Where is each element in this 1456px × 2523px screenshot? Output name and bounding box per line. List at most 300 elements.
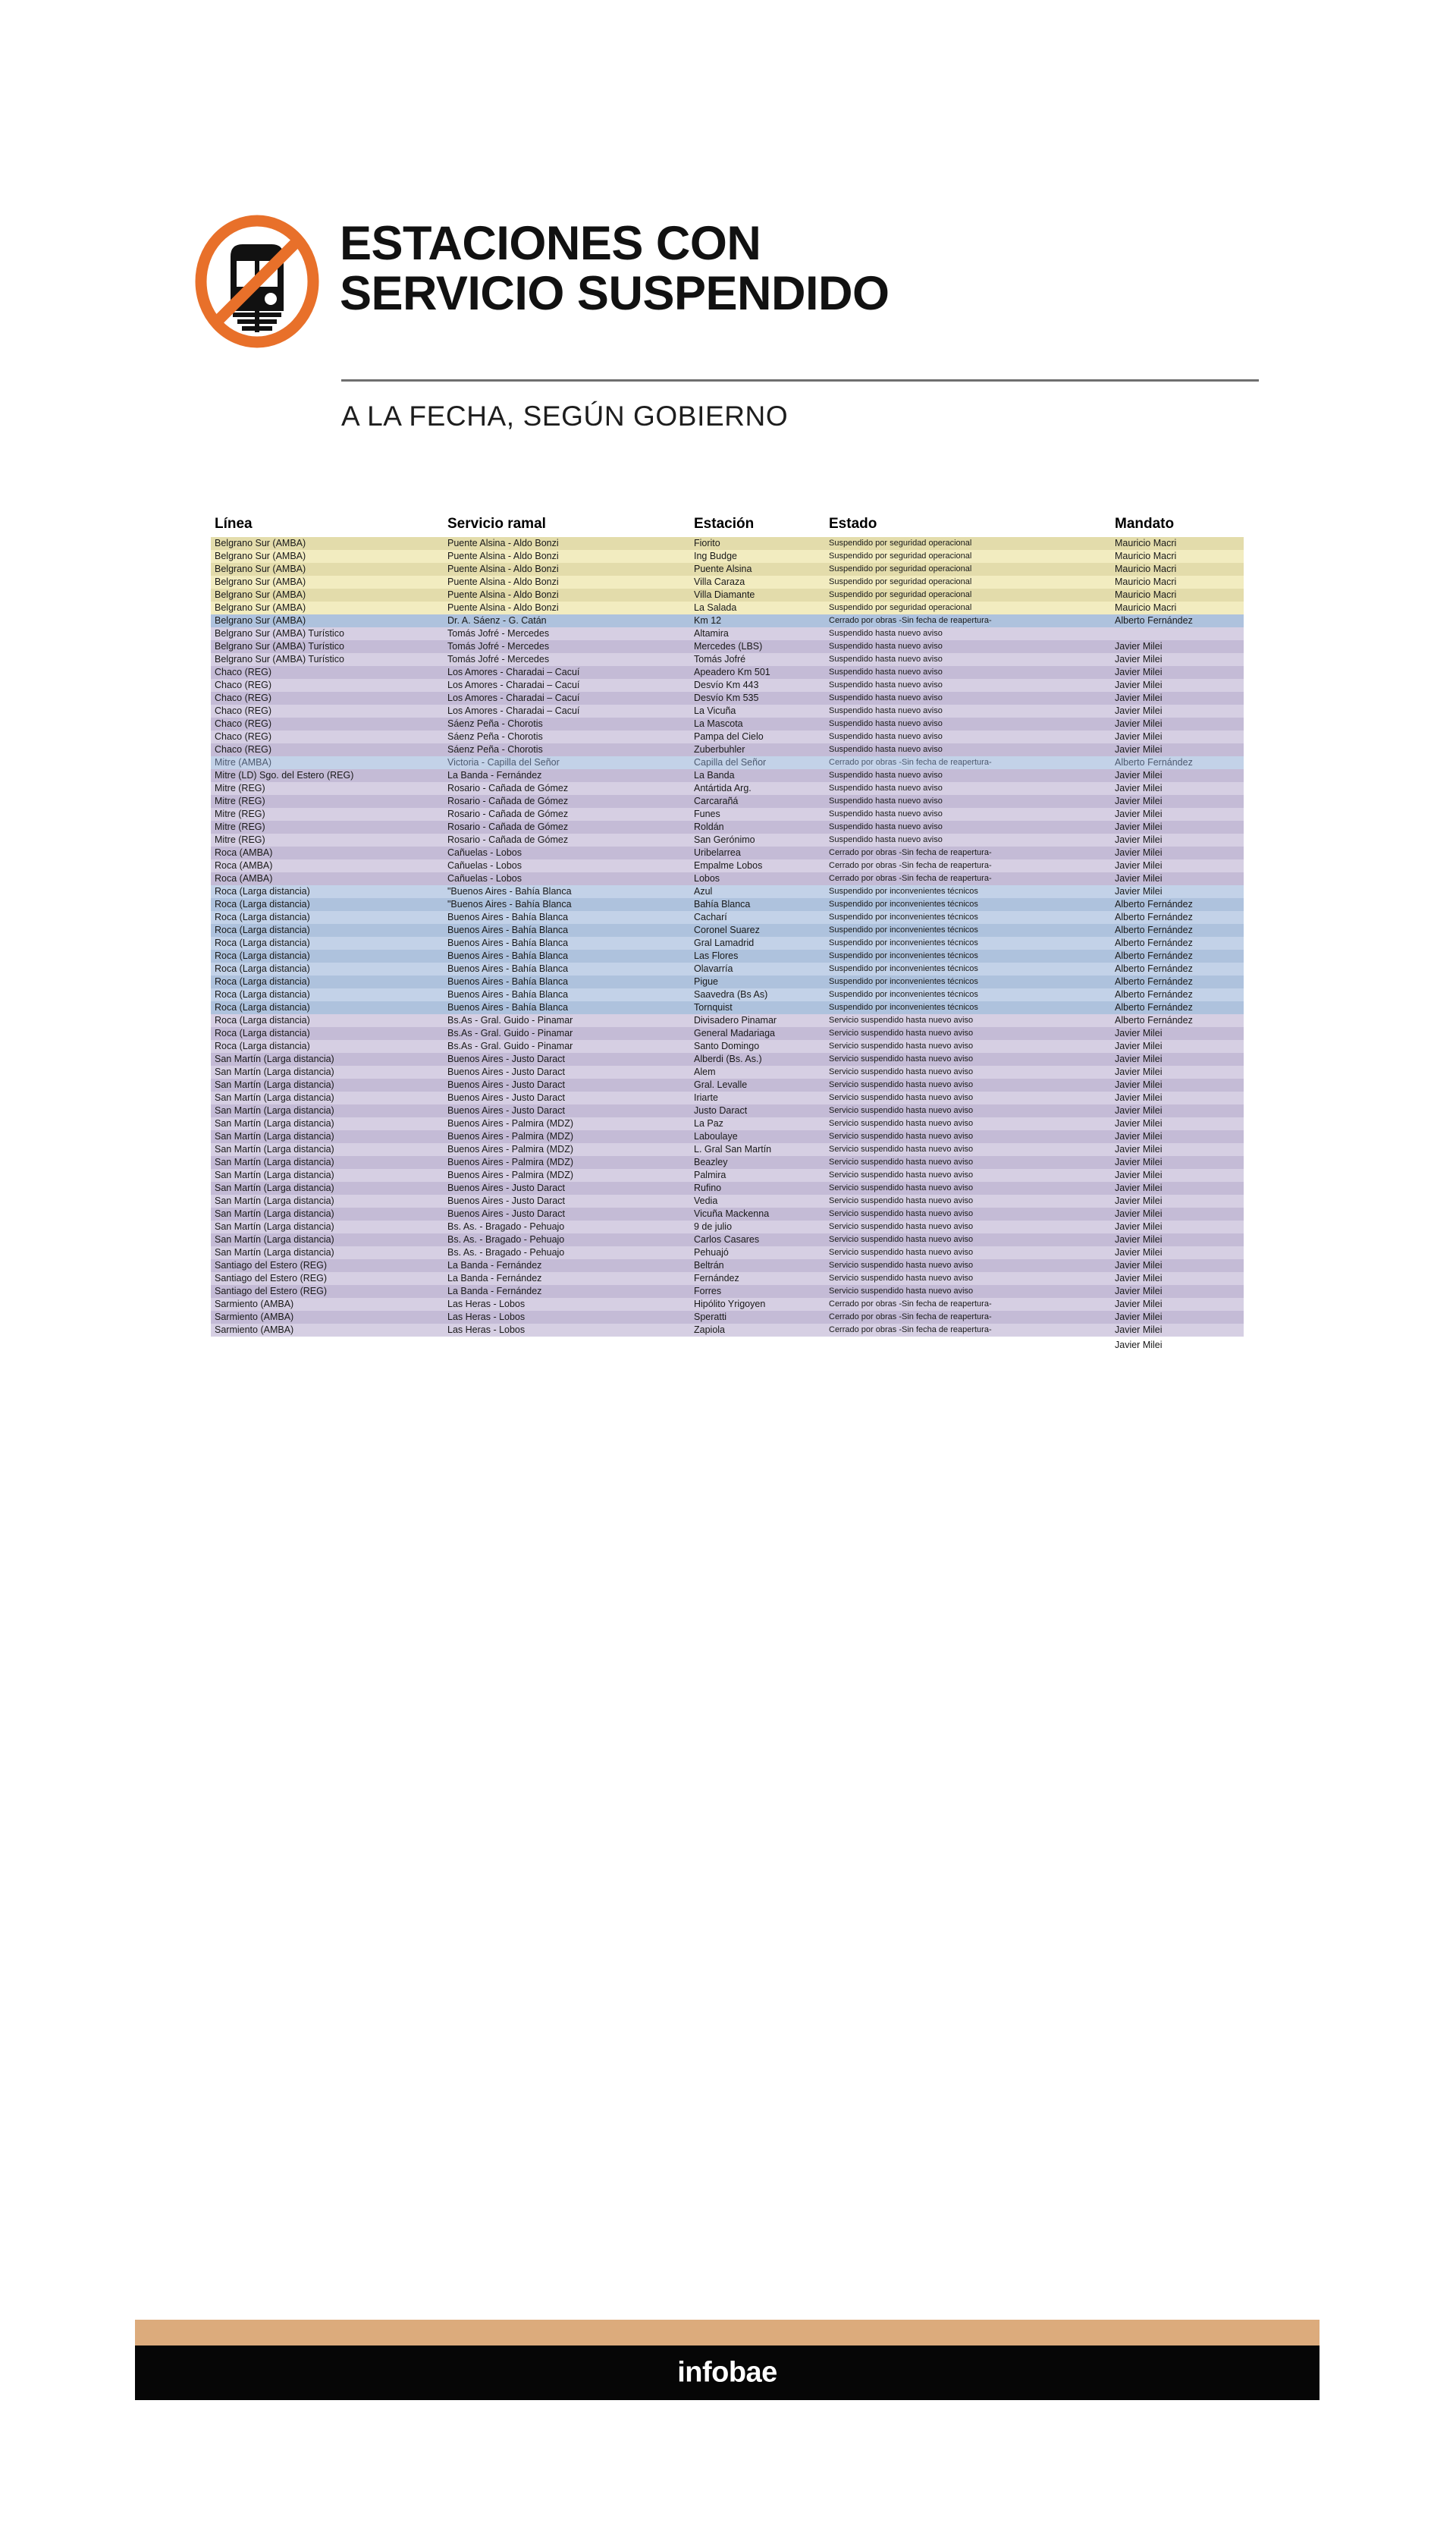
table-row: [211, 1285, 1244, 1298]
cell-estado: Servicio suspendido hasta nuevo aviso: [829, 1209, 974, 1218]
cell-linea: Sarmiento (AMBA): [215, 1299, 294, 1309]
cell-estacion: Alberdi (Bs. As.): [694, 1054, 762, 1064]
table-row: [211, 666, 1244, 679]
cell-estado: Servicio suspendido hasta nuevo aviso: [829, 1248, 974, 1257]
table-row: [211, 950, 1244, 963]
cell-mandato: Alberto Fernández: [1115, 899, 1193, 910]
cell-estado: Suspendido por seguridad operacional: [829, 551, 972, 561]
cell-ramal: Rosario - Cañada de Gómez: [447, 783, 569, 793]
cell-linea: Sarmiento (AMBA): [215, 1312, 294, 1322]
table-row: [211, 1130, 1244, 1143]
table-row: [211, 847, 1244, 859]
title-line-1: ESTACIONES CON: [340, 217, 761, 270]
table-row: [211, 1233, 1244, 1246]
cell-mandato: Javier Milei: [1115, 1183, 1163, 1193]
cell-estacion: Fernández: [694, 1273, 739, 1283]
cell-estacion: Beltrán: [694, 1260, 724, 1271]
cell-estacion: Hipólito Yrigoyen: [694, 1299, 766, 1309]
column-header-ramal: Servicio ramal: [447, 516, 546, 532]
cell-estacion: Bahía Blanca: [694, 899, 751, 910]
cell-estacion: La Salada: [694, 602, 737, 613]
cell-estacion: Zapiola: [694, 1324, 725, 1335]
cell-ramal: Buenos Aires - Justo Daract: [447, 1079, 565, 1090]
table-row: [211, 1079, 1244, 1092]
table-row: [211, 756, 1244, 769]
cell-linea: Mitre (REG): [215, 809, 265, 819]
cell-mandato: Alberto Fernández: [1115, 989, 1193, 1000]
cell-estacion: Carlos Casares: [694, 1234, 760, 1245]
cell-mandato: Javier Milei: [1115, 1079, 1163, 1090]
cell-estado: Servicio suspendido hasta nuevo aviso: [829, 1287, 974, 1296]
cell-ramal: Bs. As. - Bragado - Pehuajo: [447, 1234, 565, 1245]
cell-estado: Servicio suspendido hasta nuevo aviso: [829, 1080, 974, 1089]
cell-ramal: Buenos Aires - Justo Daract: [447, 1092, 565, 1103]
cell-linea: Mitre (AMBA): [215, 757, 271, 768]
cell-ramal: Bs.As - Gral. Guido - Pinamar: [447, 1015, 573, 1026]
cell-ramal: Buenos Aires - Bahía Blanca: [447, 938, 569, 948]
cell-estacion: Puente Alsina: [694, 564, 752, 574]
cell-ramal: Rosario - Cañada de Gómez: [447, 796, 569, 806]
cell-linea: Roca (Larga distancia): [215, 912, 310, 922]
cell-estacion: Desvío Km 535: [694, 693, 759, 703]
cell-estacion: Capilla del Señor: [694, 757, 767, 768]
cell-linea: San Martín (Larga distancia): [215, 1234, 334, 1245]
cell-ramal: Sáenz Peña - Chorotis: [447, 731, 543, 742]
cell-estacion: Pigue: [694, 976, 718, 987]
cell-estacion: Ing Budge: [694, 551, 737, 561]
cell-estado: Suspendido hasta nuevo aviso: [829, 693, 943, 702]
cell-mandato: Alberto Fernández: [1115, 925, 1193, 935]
cell-estacion: L. Gral San Martín: [694, 1144, 772, 1155]
cell-linea: San Martín (Larga distancia): [215, 1183, 334, 1193]
cell-linea: Belgrano Sur (AMBA): [215, 589, 306, 600]
cell-mandato: Mauricio Macri: [1115, 577, 1177, 587]
cell-estado: Suspendido hasta nuevo aviso: [829, 796, 943, 806]
cell-linea: San Martín (Larga distancia): [215, 1131, 334, 1142]
cell-mandato: Javier Milei: [1115, 680, 1163, 690]
cell-linea: Roca (AMBA): [215, 847, 273, 858]
table-row: [211, 782, 1244, 795]
cell-estado: Suspendido por inconvenientes técnicos: [829, 951, 978, 960]
cell-linea: Roca (Larga distancia): [215, 976, 310, 987]
table-row: [211, 679, 1244, 692]
table-row: [211, 743, 1244, 756]
cell-estacion: Azul: [694, 886, 713, 897]
table-row: [211, 1001, 1244, 1014]
cell-mandato: Javier Milei: [1115, 1234, 1163, 1245]
cell-linea: San Martín (Larga distancia): [215, 1092, 334, 1103]
cell-ramal: Buenos Aires - Palmira (MDZ): [447, 1157, 574, 1167]
cell-mandato: Javier Milei: [1115, 783, 1163, 793]
cell-linea: Roca (AMBA): [215, 860, 273, 871]
header: [0, 0, 1456, 485]
table-row: [211, 1182, 1244, 1195]
table-row: [211, 924, 1244, 937]
column-header-linea: Línea: [215, 516, 253, 532]
trailing-mandato-note: [211, 1337, 1244, 1356]
cell-linea: Roca (Larga distancia): [215, 963, 310, 974]
cell-ramal: Buenos Aires - Palmira (MDZ): [447, 1118, 574, 1129]
title-divider: [341, 379, 1259, 382]
table-row: [211, 1156, 1244, 1169]
cell-mandato: Javier Milei: [1115, 1196, 1163, 1206]
cell-ramal: La Banda - Fernández: [447, 1273, 542, 1283]
cell-estacion: Uribelarrea: [694, 847, 741, 858]
cell-estacion: Km 12: [694, 615, 722, 626]
cell-estado: Servicio suspendido hasta nuevo aviso: [829, 1145, 974, 1154]
cell-ramal: Buenos Aires - Bahía Blanca: [447, 976, 569, 987]
cell-ramal: Puente Alsina - Aldo Bonzi: [447, 589, 559, 600]
cell-ramal: Buenos Aires - Justo Daract: [447, 1183, 565, 1193]
cell-estado: Suspendido hasta nuevo aviso: [829, 655, 943, 664]
cell-linea: Belgrano Sur (AMBA): [215, 538, 306, 548]
column-header-mandato: Mandato: [1115, 516, 1175, 532]
cell-estado: Servicio suspendido hasta nuevo aviso: [829, 1119, 974, 1128]
cell-ramal: Los Amores - Charadai – Cacuí: [447, 680, 580, 690]
table-row: [211, 563, 1244, 576]
table-body: [211, 537, 1244, 1337]
cell-ramal: "Buenos Aires - Bahía Blanca: [447, 886, 572, 897]
cell-ramal: Bs.As - Gral. Guido - Pinamar: [447, 1028, 573, 1038]
cell-estado: Cerrado por obras -Sin fecha de reapertura-: [829, 616, 992, 625]
cell-ramal: Buenos Aires - Bahía Blanca: [447, 925, 569, 935]
table-row: [211, 769, 1244, 782]
table-row: [211, 1014, 1244, 1027]
cell-linea: Mitre (REG): [215, 796, 265, 806]
cell-estado: Cerrado por obras -Sin fecha de reapertura-: [829, 861, 992, 870]
table-row: [211, 1104, 1244, 1117]
cell-estacion: 9 de julio: [694, 1221, 733, 1232]
cell-estacion: Pampa del Cielo: [694, 731, 764, 742]
cell-estacion: Carcarañá: [694, 796, 739, 806]
cell-linea: Chaco (REG): [215, 744, 272, 755]
cell-mandato: Javier Milei: [1115, 744, 1163, 755]
table-row: [211, 537, 1244, 550]
cell-estado: Cerrado por obras -Sin fecha de reapertura-: [829, 874, 992, 883]
page-title: [340, 218, 1250, 319]
cell-estacion: Coronel Suarez: [694, 925, 760, 935]
cell-mandato: Javier Milei: [1115, 1105, 1163, 1116]
cell-estado: Cerrado por obras -Sin fecha de reapertura-: [829, 1325, 992, 1334]
cell-ramal: Buenos Aires - Justo Daract: [447, 1208, 565, 1219]
cell-ramal: Sáenz Peña - Chorotis: [447, 718, 543, 729]
cell-mandato: Javier Milei: [1115, 1312, 1163, 1322]
cell-estacion: Cacharí: [694, 912, 727, 922]
cell-ramal: Puente Alsina - Aldo Bonzi: [447, 577, 559, 587]
table-row: [211, 1117, 1244, 1130]
cell-estado: Servicio suspendido hasta nuevo aviso: [829, 1274, 974, 1283]
cell-linea: San Martín (Larga distancia): [215, 1118, 334, 1129]
cell-mandato: Javier Milei: [1115, 886, 1163, 897]
cell-estado: Suspendido hasta nuevo aviso: [829, 809, 943, 818]
cell-estado: Servicio suspendido hasta nuevo aviso: [829, 1067, 974, 1076]
cell-estacion: Lobos: [694, 873, 720, 884]
cell-linea: Mitre (LD) Sgo. del Estero (REG): [215, 770, 354, 781]
cell-mandato: Javier Milei: [1115, 1170, 1163, 1180]
cell-estado: Servicio suspendido hasta nuevo aviso: [829, 1016, 974, 1025]
cell-mandato: [1115, 627, 1244, 640]
table-row: [211, 1027, 1244, 1040]
cell-ramal: Cañuelas - Lobos: [447, 860, 522, 871]
cell-mandato: Javier Milei: [1115, 1131, 1163, 1142]
cell-mandato: Alberto Fernández: [1115, 938, 1193, 948]
table-row: [211, 859, 1244, 872]
cell-estado: Suspendido hasta nuevo aviso: [829, 668, 943, 677]
cell-linea: Roca (Larga distancia): [215, 1041, 310, 1051]
cell-linea: San Martín (Larga distancia): [215, 1221, 334, 1232]
table-row: [211, 1053, 1244, 1066]
cell-ramal: Bs. As. - Bragado - Pehuajo: [447, 1247, 565, 1258]
cell-estado: Servicio suspendido hasta nuevo aviso: [829, 1196, 974, 1205]
table-row: [211, 1221, 1244, 1233]
cell-estado: Suspendido por inconvenientes técnicos: [829, 964, 978, 973]
cell-linea: Chaco (REG): [215, 667, 272, 677]
cell-linea: Santiago del Estero (REG): [215, 1273, 327, 1283]
cell-estado: Suspendido por seguridad operacional: [829, 590, 972, 599]
cell-linea: Roca (Larga distancia): [215, 950, 310, 961]
cell-estacion: Villa Caraza: [694, 577, 745, 587]
cell-mandato: Javier Milei: [1115, 1273, 1163, 1283]
cell-estacion: Desvío Km 443: [694, 680, 759, 690]
cell-mandato: Javier Milei: [1115, 796, 1163, 806]
table-row: [211, 963, 1244, 976]
cell-linea: San Martín (Larga distancia): [215, 1054, 334, 1064]
cell-ramal: Las Heras - Lobos: [447, 1299, 526, 1309]
table-row: [211, 718, 1244, 731]
cell-mandato: Mauricio Macri: [1115, 589, 1177, 600]
cell-ramal: Rosario - Cañada de Gómez: [447, 834, 569, 845]
cell-estacion: Gral. Levalle: [694, 1079, 748, 1090]
cell-estado: Cerrado por obras -Sin fecha de reapertura-: [829, 1312, 992, 1321]
cell-estacion: Pehuajó: [694, 1247, 729, 1258]
cell-estado: Suspendido hasta nuevo aviso: [829, 771, 943, 780]
table-row: [211, 731, 1244, 743]
cell-ramal: La Banda - Fernández: [447, 1286, 542, 1296]
cell-linea: Roca (Larga distancia): [215, 1028, 310, 1038]
cell-ramal: Buenos Aires - Palmira (MDZ): [447, 1170, 574, 1180]
cell-mandato: Javier Milei: [1115, 1247, 1163, 1258]
cell-estacion: Divisadero Pinamar: [694, 1015, 777, 1026]
cell-mandato: Alberto Fernández: [1115, 615, 1193, 626]
cell-estado: Servicio suspendido hasta nuevo aviso: [829, 1235, 974, 1244]
table-row: [211, 1208, 1244, 1221]
table-row: [211, 898, 1244, 911]
cell-linea: San Martín (Larga distancia): [215, 1105, 334, 1116]
cell-estacion: Santo Domingo: [694, 1041, 760, 1051]
cell-linea: San Martín (Larga distancia): [215, 1079, 334, 1090]
table-row: [211, 834, 1244, 847]
table-row: [211, 1324, 1244, 1337]
cell-ramal: Buenos Aires - Justo Daract: [447, 1067, 565, 1077]
table-row: [211, 821, 1244, 834]
cell-estacion: Zuberbuhler: [694, 744, 745, 755]
table-row: [211, 988, 1244, 1001]
cell-estacion: Gral Lamadrid: [694, 938, 755, 948]
cell-estacion: Vedia: [694, 1196, 718, 1206]
cell-mandato: Javier Milei: [1115, 834, 1163, 845]
cell-mandato: Javier Milei: [1115, 667, 1163, 677]
cell-mandato: Alberto Fernández: [1115, 950, 1193, 961]
cell-mandato: Javier Milei: [1115, 1092, 1163, 1103]
page-subtitle: A LA FECHA, SEGÚN GOBIERNO: [341, 401, 789, 432]
cell-estado: Suspendido por inconvenientes técnicos: [829, 925, 978, 935]
cell-linea: Roca (Larga distancia): [215, 925, 310, 935]
cell-estacion: Apeadero Km 501: [694, 667, 770, 677]
cell-mandato: Javier Milei: [1115, 1157, 1163, 1167]
cell-estacion: Beazley: [694, 1157, 728, 1167]
cell-ramal: La Banda - Fernández: [447, 770, 542, 781]
table-row: [211, 1195, 1244, 1208]
table-row: [211, 1143, 1244, 1156]
cell-linea: Belgrano Sur (AMBA) Turístico: [215, 641, 344, 652]
footer-brand-bar: [135, 2345, 1320, 2400]
cell-linea: San Martín (Larga distancia): [215, 1247, 334, 1258]
cell-estado: Suspendido hasta nuevo aviso: [829, 719, 943, 728]
cell-ramal: Buenos Aires - Bahía Blanca: [447, 950, 569, 961]
cell-mandato: Javier Milei: [1115, 654, 1163, 665]
cell-ramal: Dr. A. Sáenz - G. Catán: [447, 615, 547, 626]
cell-estado: Suspendido por inconvenientes técnicos: [829, 990, 978, 999]
cell-estado: Servicio suspendido hasta nuevo aviso: [829, 1170, 974, 1180]
cell-estado: Suspendido hasta nuevo aviso: [829, 680, 943, 690]
cell-linea: Mitre (REG): [215, 834, 265, 845]
cell-ramal: Buenos Aires - Bahía Blanca: [447, 963, 569, 974]
cell-mandato: Javier Milei: [1115, 1067, 1163, 1077]
cell-estacion: General Madariaga: [694, 1028, 776, 1038]
cell-ramal: Puente Alsina - Aldo Bonzi: [447, 602, 559, 613]
cell-mandato: Javier Milei: [1115, 1260, 1163, 1271]
cell-estado: Suspendido hasta nuevo aviso: [829, 732, 943, 741]
cell-mandato: Mauricio Macri: [1115, 551, 1177, 561]
cell-mandato: Javier Milei: [1115, 705, 1163, 716]
cell-mandato: Alberto Fernández: [1115, 1002, 1193, 1013]
cell-ramal: Victoria - Capilla del Señor: [447, 757, 560, 768]
table-row: [211, 808, 1244, 821]
cell-ramal: Tomás Jofré - Mercedes: [447, 654, 550, 665]
cell-ramal: Los Amores - Charadai – Cacuí: [447, 693, 580, 703]
cell-estado: Suspendido hasta nuevo aviso: [829, 745, 943, 754]
cell-estado: Suspendido por inconvenientes técnicos: [829, 900, 978, 909]
cell-estado: Suspendido hasta nuevo aviso: [829, 835, 943, 844]
table-header-row: [211, 501, 1244, 537]
cell-mandato: Javier Milei: [1115, 1324, 1163, 1335]
cell-mandato: Javier Milei: [1115, 1041, 1163, 1051]
cell-ramal: Buenos Aires - Justo Daract: [447, 1105, 565, 1116]
cell-ramal: Buenos Aires - Justo Daract: [447, 1196, 565, 1206]
cell-linea: Belgrano Sur (AMBA) Turístico: [215, 654, 344, 665]
table-row: [211, 653, 1244, 666]
cell-mandato: Javier Milei: [1115, 770, 1163, 781]
cell-estado: Servicio suspendido hasta nuevo aviso: [829, 1029, 974, 1038]
cell-estacion: Olavarría: [694, 963, 733, 974]
cell-estacion: Las Flores: [694, 950, 739, 961]
cell-estacion: La Mascota: [694, 718, 743, 729]
cell-mandato: Javier Milei: [1115, 1286, 1163, 1296]
cell-ramal: Bs. As. - Bragado - Pehuajo: [447, 1221, 565, 1232]
table-row: [211, 550, 1244, 563]
cell-ramal: Buenos Aires - Bahía Blanca: [447, 1002, 569, 1013]
cell-linea: Chaco (REG): [215, 693, 272, 703]
cell-estacion: Vicuña Mackenna: [694, 1208, 770, 1219]
cell-estado: Suspendido hasta nuevo aviso: [829, 629, 943, 638]
cell-linea: Santiago del Estero (REG): [215, 1286, 327, 1296]
cell-linea: San Martín (Larga distancia): [215, 1067, 334, 1077]
infobae-logo: infobae: [677, 2356, 777, 2389]
table-row: [211, 705, 1244, 718]
cell-ramal: Buenos Aires - Justo Daract: [447, 1054, 565, 1064]
cell-linea: San Martín (Larga distancia): [215, 1144, 334, 1155]
cell-mandato: Javier Milei: [1115, 1221, 1163, 1232]
cell-ramal: Las Heras - Lobos: [447, 1312, 526, 1322]
cell-ramal: "Buenos Aires - Bahía Blanca: [447, 899, 572, 910]
cell-ramal: Bs.As - Gral. Guido - Pinamar: [447, 1041, 573, 1051]
table-row: [211, 976, 1244, 988]
stations-table: [211, 501, 1244, 1356]
table-row: [211, 795, 1244, 808]
table-row: [211, 872, 1244, 885]
cell-mandato: Javier Milei: [1115, 731, 1163, 742]
table-row: [211, 640, 1244, 653]
cell-mandato: Javier Milei: [1115, 641, 1163, 652]
cell-estado: Servicio suspendido hasta nuevo aviso: [829, 1093, 974, 1102]
cell-estado: Suspendido por inconvenientes técnicos: [829, 1003, 978, 1012]
table-row: [211, 576, 1244, 589]
cell-estacion: Speratti: [694, 1312, 727, 1322]
cell-mandato: Javier Milei: [1115, 1144, 1163, 1155]
cell-estado: Servicio suspendido hasta nuevo aviso: [829, 1222, 974, 1231]
cell-estacion: Fiorito: [694, 538, 720, 548]
cell-ramal: Buenos Aires - Bahía Blanca: [447, 989, 569, 1000]
cell-ramal: Puente Alsina - Aldo Bonzi: [447, 538, 559, 548]
column-header-estacion: Estación: [694, 516, 755, 532]
cell-estacion: Mercedes (LBS): [694, 641, 763, 652]
cell-estacion: Tomás Jofré: [694, 654, 746, 665]
cell-estacion: La Banda: [694, 770, 735, 781]
cell-estado: Suspendido por inconvenientes técnicos: [829, 938, 978, 947]
cell-linea: Belgrano Sur (AMBA): [215, 577, 306, 587]
cell-linea: Roca (Larga distancia): [215, 989, 310, 1000]
table-row: [211, 885, 1244, 898]
cell-estado: Cerrado por obras -Sin fecha de reapertura-: [829, 758, 992, 767]
cell-mandato: Mauricio Macri: [1115, 538, 1177, 548]
cell-estacion: San Gerónimo: [694, 834, 755, 845]
table-row: [211, 1040, 1244, 1053]
cell-ramal: Las Heras - Lobos: [447, 1324, 526, 1335]
cell-estacion: Tornquist: [694, 1002, 733, 1013]
cell-ramal: Buenos Aires - Palmira (MDZ): [447, 1144, 574, 1155]
cell-estacion: La Vicuña: [694, 705, 736, 716]
cell-linea: Roca (Larga distancia): [215, 899, 310, 910]
table-row: [211, 627, 1244, 640]
cell-estacion: Villa Diamante: [694, 589, 755, 600]
cell-mandato: Alberto Fernández: [1115, 976, 1193, 987]
no-train-icon: [190, 214, 325, 349]
cell-estado: Servicio suspendido hasta nuevo aviso: [829, 1054, 974, 1064]
table-row: [211, 1246, 1244, 1259]
cell-ramal: Rosario - Cañada de Gómez: [447, 809, 569, 819]
cell-estado: Suspendido hasta nuevo aviso: [829, 822, 943, 831]
table-row: [211, 1066, 1244, 1079]
cell-mandato: Javier Milei: [1115, 1118, 1163, 1129]
cell-mandato: Javier Milei: [1115, 1054, 1163, 1064]
cell-ramal: La Banda - Fernández: [447, 1260, 542, 1271]
cell-ramal: Buenos Aires - Palmira (MDZ): [447, 1131, 574, 1142]
cell-estado: Servicio suspendido hasta nuevo aviso: [829, 1106, 974, 1115]
cell-mandato: Alberto Fernández: [1115, 1015, 1193, 1026]
cell-ramal: Buenos Aires - Bahía Blanca: [447, 912, 569, 922]
footer-accent-bar: [135, 2320, 1320, 2345]
table-row: [211, 1259, 1244, 1272]
